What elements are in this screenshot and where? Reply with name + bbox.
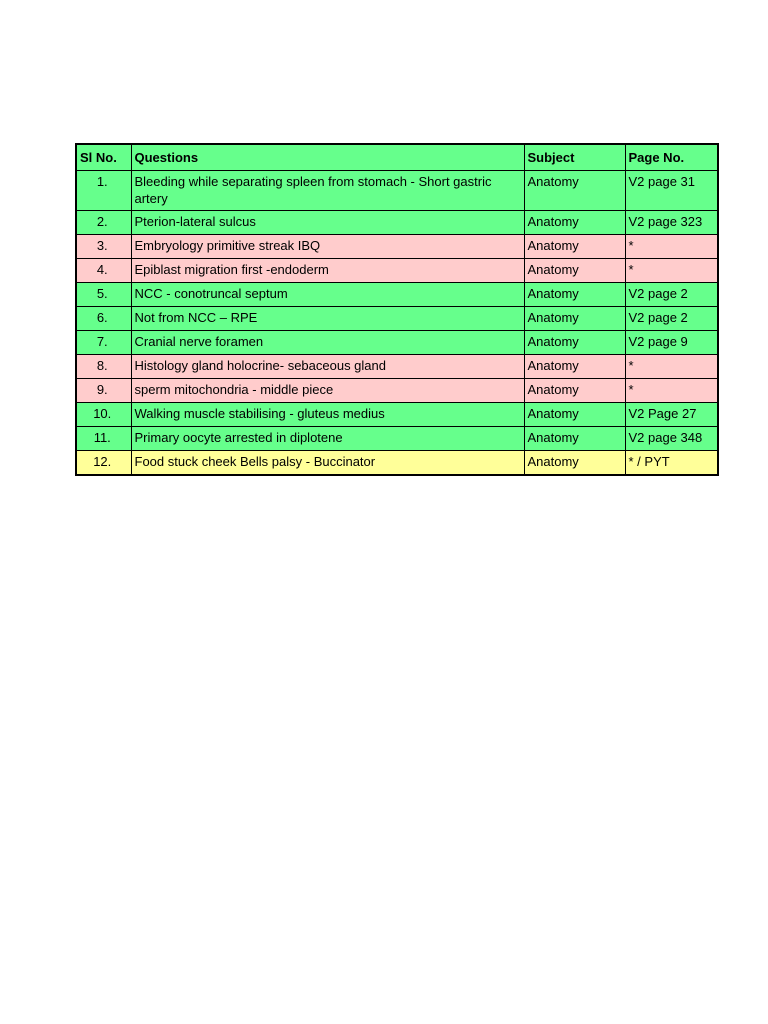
table-row (76, 283, 718, 307)
cell-question: Cranial nerve foramen (131, 331, 524, 355)
cell-subject: Anatomy (524, 283, 625, 307)
cell-sl-no: 6. (76, 307, 131, 331)
cell-question: Bleeding while separating spleen from stomach - Short gastric artery (131, 171, 524, 211)
cell-question: sperm mitochondria - middle piece (131, 379, 524, 403)
header-questions: Questions (131, 144, 524, 171)
table-row (76, 403, 718, 427)
cell-sl-no: 7. (76, 331, 131, 355)
cell-question: Histology gland holocrine- sebaceous gland (131, 355, 524, 379)
question-table (75, 143, 719, 476)
table-row (76, 451, 718, 476)
cell-sl-no: 4. (76, 259, 131, 283)
header-subject: Subject (524, 144, 625, 171)
cell-page-no: V2 page 348 (625, 427, 718, 451)
cell-sl-no: 9. (76, 379, 131, 403)
cell-sl-no: 10. (76, 403, 131, 427)
cell-sl-no: 3. (76, 235, 131, 259)
cell-subject: Anatomy (524, 451, 625, 476)
table-row (76, 355, 718, 379)
cell-sl-no: 11. (76, 427, 131, 451)
cell-sl-no: 1. (76, 171, 131, 211)
table-body (76, 171, 718, 476)
table-header-row (76, 144, 718, 171)
cell-sl-no: 2. (76, 211, 131, 235)
cell-page-no: * / PYT (625, 451, 718, 476)
cell-subject: Anatomy (524, 355, 625, 379)
table-row (76, 171, 718, 211)
cell-page-no: V2 page 2 (625, 283, 718, 307)
table-row (76, 427, 718, 451)
cell-subject: Anatomy (524, 307, 625, 331)
cell-page-no: V2 page 323 (625, 211, 718, 235)
table-row (76, 211, 718, 235)
cell-subject: Anatomy (524, 235, 625, 259)
header-sl-no: Sl No. (76, 144, 131, 171)
table-row (76, 307, 718, 331)
cell-question: NCC - conotruncal septum (131, 283, 524, 307)
table-row (76, 259, 718, 283)
cell-subject: Anatomy (524, 379, 625, 403)
cell-question: Embryology primitive streak IBQ (131, 235, 524, 259)
cell-sl-no: 12. (76, 451, 131, 476)
table-row (76, 379, 718, 403)
question-table-container (75, 143, 717, 476)
cell-subject: Anatomy (524, 331, 625, 355)
cell-question: Epiblast migration first -endoderm (131, 259, 524, 283)
cell-question: Pterion-lateral sulcus (131, 211, 524, 235)
cell-page-no: V2 page 31 (625, 171, 718, 211)
table-row (76, 331, 718, 355)
cell-question: Not from NCC – RPE (131, 307, 524, 331)
cell-subject: Anatomy (524, 403, 625, 427)
cell-sl-no: 8. (76, 355, 131, 379)
header-page-no: Page No. (625, 144, 718, 171)
cell-page-no: * (625, 379, 718, 403)
cell-page-no: * (625, 259, 718, 283)
cell-page-no: V2 Page 27 (625, 403, 718, 427)
cell-subject: Anatomy (524, 259, 625, 283)
cell-page-no: * (625, 235, 718, 259)
cell-page-no: V2 page 9 (625, 331, 718, 355)
cell-page-no: * (625, 355, 718, 379)
cell-subject: Anatomy (524, 211, 625, 235)
cell-question: Food stuck cheek Bells palsy - Buccinator (131, 451, 524, 476)
cell-subject: Anatomy (524, 427, 625, 451)
table-row (76, 235, 718, 259)
cell-question: Primary oocyte arrested in diplotene (131, 427, 524, 451)
cell-question: Walking muscle stabilising - gluteus medius (131, 403, 524, 427)
cell-sl-no: 5. (76, 283, 131, 307)
cell-subject: Anatomy (524, 171, 625, 211)
cell-page-no: V2 page 2 (625, 307, 718, 331)
